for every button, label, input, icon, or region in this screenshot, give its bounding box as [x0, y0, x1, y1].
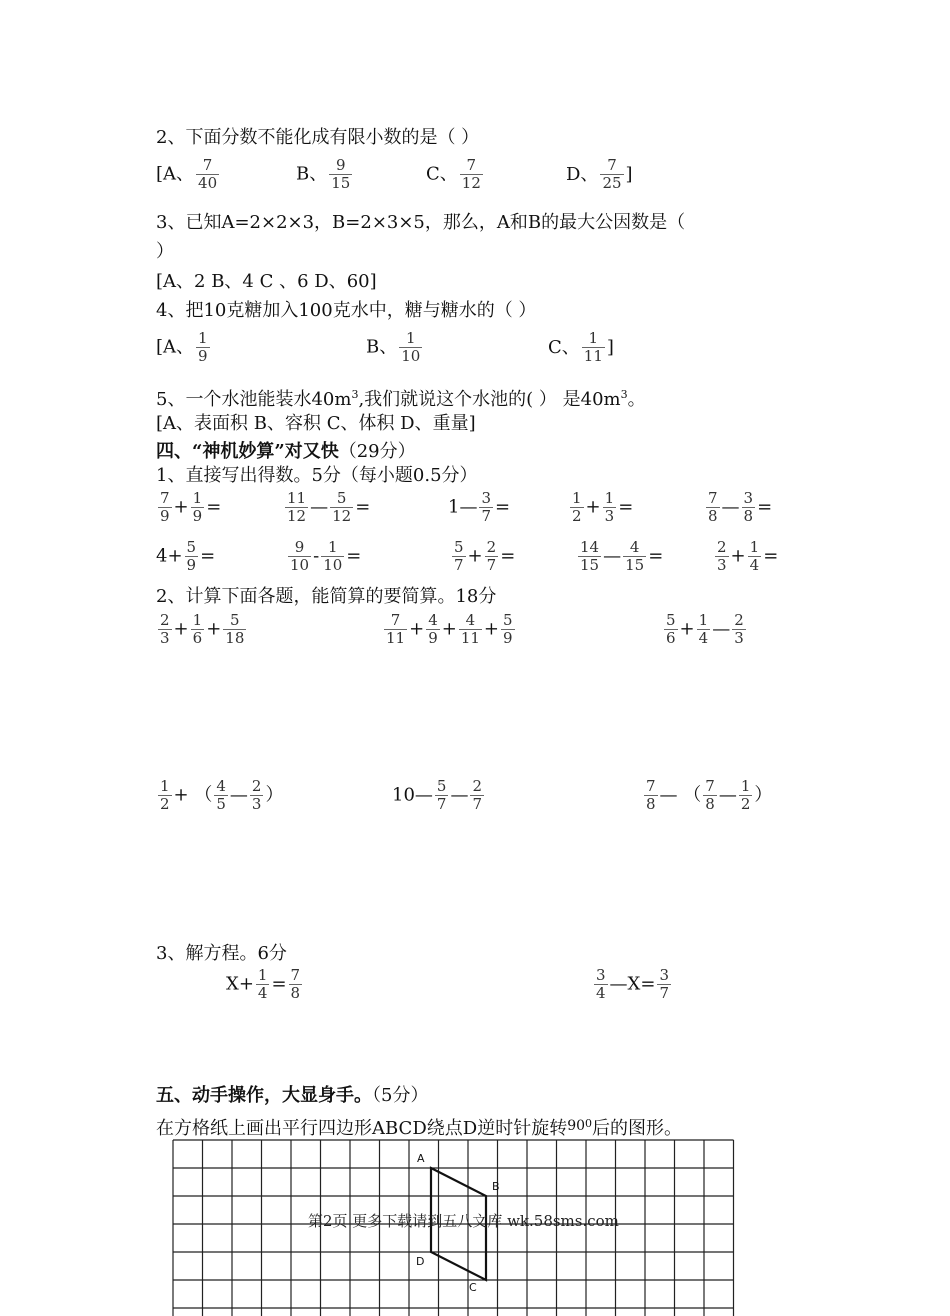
oral-item: $\frac{5}{7}$ + $\frac{2}{7}$ = — [454, 538, 516, 574]
q5-options: [A、表面积 B、容积 C、体积 D、重量] — [156, 413, 476, 434]
q3-title-cont: ） — [156, 241, 174, 262]
q2-option-b: B、 $\frac{9}{15}$ — [296, 156, 351, 192]
q2-options — [156, 157, 633, 192]
section4-sub1: 1、直接写出得数。5分（每小题0.5分） — [156, 465, 478, 486]
q2-title: 2、下面分数不能化成有限小数的是（ ） — [156, 127, 480, 148]
oral-item: $\frac{7}{8}$ — $\frac{3}{8}$ = — [708, 489, 773, 525]
calc-item: $\frac{2}{3}$ + $\frac{1}{6}$ + $\frac{5}{18}$ — [160, 611, 245, 647]
q5-title: 5、一个水池能装水$40m^3$,我们就说这个水池的( ） 是$40m^3$。 — [156, 388, 646, 410]
oral-item: $\frac{2}{3}$ + $\frac{1}{4}$ = — [717, 538, 779, 574]
q2-option-c: C、 $\frac{7}{12}$ — [426, 156, 481, 192]
calc-item: $\frac{1}{2}$ + （ $\frac{4}{5}$ — $\frac{2}{3}$ ） — [160, 777, 284, 813]
section5-heading: 五、动手操作，大显身手。（5分） — [156, 1085, 429, 1106]
q4-options — [156, 330, 614, 365]
point-label-d: D — [416, 1255, 425, 1268]
q3-options: [A、2 B、4 C 、6 D、60] — [156, 271, 377, 292]
point-label-c: C — [469, 1281, 477, 1294]
oral-item: $\frac{9}{10}$ - $\frac{1}{10}$ = — [290, 538, 362, 574]
point-label-b: B — [492, 1180, 500, 1193]
q2-option-d: D、 $\frac{7}{25}$ ] — [566, 156, 633, 192]
oral-item: 1— $\frac{3}{7}$ = — [448, 489, 511, 525]
point-label-a: A — [417, 1152, 425, 1165]
calc-item: 10— $\frac{5}{7}$ — $\frac{2}{7}$ — [392, 777, 482, 813]
calc-item: $\frac{5}{6}$ + $\frac{1}{4}$ — $\frac{2}{3}$ — [666, 611, 744, 647]
section4-heading: 四、“神机妙算”对又快（29分） — [156, 441, 416, 462]
q4-option-c: C、 $\frac{1}{11}$ ] — [548, 329, 614, 365]
oral-item: $\frac{14}{15}$ — $\frac{4}{15}$ = — [580, 538, 664, 574]
oral-item: $\frac{11}{12}$ — $\frac{5}{12}$ = — [287, 489, 371, 525]
q3-title: 3、已知A=2×2×3，B=2×3×5，那么，A和B的最大公因数是（ — [156, 212, 686, 233]
oral-item: $\frac{7}{9}$ + $\frac{1}{9}$ = — [160, 489, 222, 525]
equation-item: X+ $\frac{1}{4}$ = $\frac{7}{8}$ — [226, 966, 301, 1002]
q4-option-a: [A、 $\frac{1}{9}$ — [156, 329, 208, 365]
section4-sub3: 3、解方程。6分 — [156, 943, 287, 964]
q4-option-b: B、 $\frac{1}{10}$ — [366, 329, 421, 365]
q2-option-a: [A、 $\frac{7}{40}$ — [156, 156, 218, 192]
q4-title: 4、把10克糖加入100克水中，糖与糖水的（ ） — [156, 300, 537, 321]
equation-item: $\frac{3}{4}$ —X= $\frac{3}{7}$ — [596, 966, 669, 1002]
oral-item: $\frac{1}{2}$ + $\frac{1}{3}$ = — [572, 489, 634, 525]
footer-text: 第2页 更多下载请到五八文库 wk.58sms.com — [308, 1212, 619, 1230]
oral-item: 4+ $\frac{5}{9}$ = — [156, 538, 216, 574]
calc-item: $\frac{7}{11}$ + $\frac{4}{9}$ + $\frac{4}{11}$ + $\frac{5}{9}$ — [386, 611, 513, 647]
section4-sub2: 2、计算下面各题，能简算的要简算。18分 — [156, 586, 497, 607]
section5-instruction: 在方格纸上画出平行四边形ABCD绕点D逆时针旋转$^{900}$后的图形。 — [156, 1117, 683, 1139]
calc-item: $\frac{7}{8}$ — （ $\frac{7}{8}$ — $\frac{1}{2}$ ） — [646, 777, 773, 813]
